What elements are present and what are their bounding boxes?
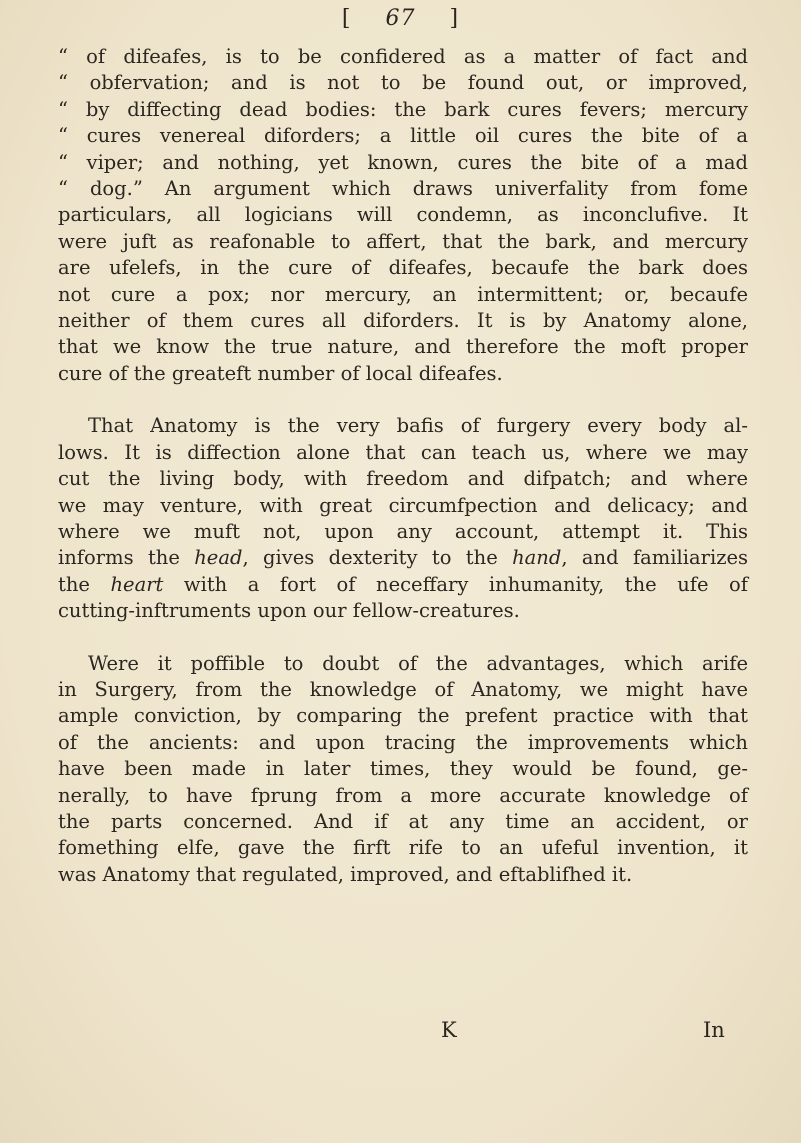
text-line-with-italics <box>58 572 748 598</box>
paragraph-gap <box>58 387 748 413</box>
text-line: “ obfervation; and is not to be found out, or improved, <box>58 71 748 95</box>
italic-word-head: head <box>194 546 243 570</box>
text-line: fomething elfe, gave the firft rife to an ufeful invention, it <box>58 836 748 860</box>
text-run: the <box>58 572 111 596</box>
catchword: In <box>703 1018 725 1042</box>
italic-word-hand: hand <box>512 546 562 570</box>
signature-mark: K <box>441 1018 457 1042</box>
text-run: with a fort of neceffary inhumanity, the ufe of <box>163 572 748 596</box>
text-line: cure of the greateft number of local difeafes. <box>58 361 503 385</box>
text-line: nerally, to have fprung from a more accurate knowledge of <box>58 783 748 807</box>
text-line: we may venture, with great circumfpection and delicacy; and <box>58 493 748 517</box>
text-line: “ by diffecting dead bodies: the bark cures fevers; mercury <box>58 97 748 121</box>
text-line: the parts concerned. And if at any time an accident, or <box>58 809 748 833</box>
text-line: “ viper; and nothing, yet known, cures the bite of a mad <box>58 150 748 174</box>
text-run: informs the <box>58 546 195 570</box>
page-header <box>0 6 801 31</box>
text-line: are ufelefs, in the cure of difeafes, becaufe the bark does <box>58 256 748 280</box>
text-line: cut the living body, with freedom and difpatch; and where <box>58 467 748 491</box>
text-line: lows. It is diffection alone that can teach us, where we may <box>58 440 748 464</box>
text-line: have been made in later times, they would be found, ge- <box>58 757 748 781</box>
text-line: cutting-inftruments upon our fellow-creatures. <box>58 599 520 623</box>
text-line: that we know the true nature, and therefore the moft proper <box>58 335 748 359</box>
text-line: not cure a pox; nor mercury, an intermittent; or, becaufe <box>58 282 748 306</box>
text-line: where we muft not, upon any account, attempt it. This <box>58 519 748 543</box>
text-line: ample conviction, by comparing the prefent practice with that <box>58 704 748 728</box>
text-line: That Anatomy is the very bafis of furgery every body al- <box>88 414 748 438</box>
text-line: neither of them cures all diforders. It is by Anatomy alone, <box>58 309 748 333</box>
text-line: “ cures venereal diforders; a little oil cures the bite of a <box>58 124 748 148</box>
text-line: were juft as reafonable to affert, that the bark, and mercury <box>58 229 748 253</box>
left-bracket: [ <box>341 6 352 31</box>
body-text <box>58 44 748 888</box>
text-run: , gives dexterity to the <box>242 546 513 570</box>
page-number: 67 <box>385 6 416 31</box>
right-bracket: ] <box>449 6 460 31</box>
text-line: particulars, all logicians will condemn, as inconclufive. It <box>58 203 748 227</box>
text-run: , and familiarizes <box>561 546 749 570</box>
paragraph-3 <box>58 651 748 889</box>
page-footer <box>0 1018 801 1046</box>
text-line: in Surgery, from the knowledge of Anatomy, we might have <box>58 677 748 701</box>
text-line: of the ancients: and upon tracing the improvements which <box>58 730 748 754</box>
paragraph-2 <box>58 413 748 624</box>
paragraph-1 <box>58 44 748 387</box>
text-line: “ dog.” An argument which draws univerfality from fome <box>58 177 748 201</box>
paragraph-gap <box>58 625 748 651</box>
text-line: Were it poffible to doubt of the advantages, which arife <box>88 651 748 675</box>
text-line: was Anatomy that regulated, improved, and eftablifhed it. <box>58 862 633 886</box>
text-line: “ of difeafes, is to be confidered as a matter of fact and <box>58 45 748 68</box>
italic-word-heart: heart <box>110 572 164 596</box>
text-line-with-italics <box>58 545 748 571</box>
